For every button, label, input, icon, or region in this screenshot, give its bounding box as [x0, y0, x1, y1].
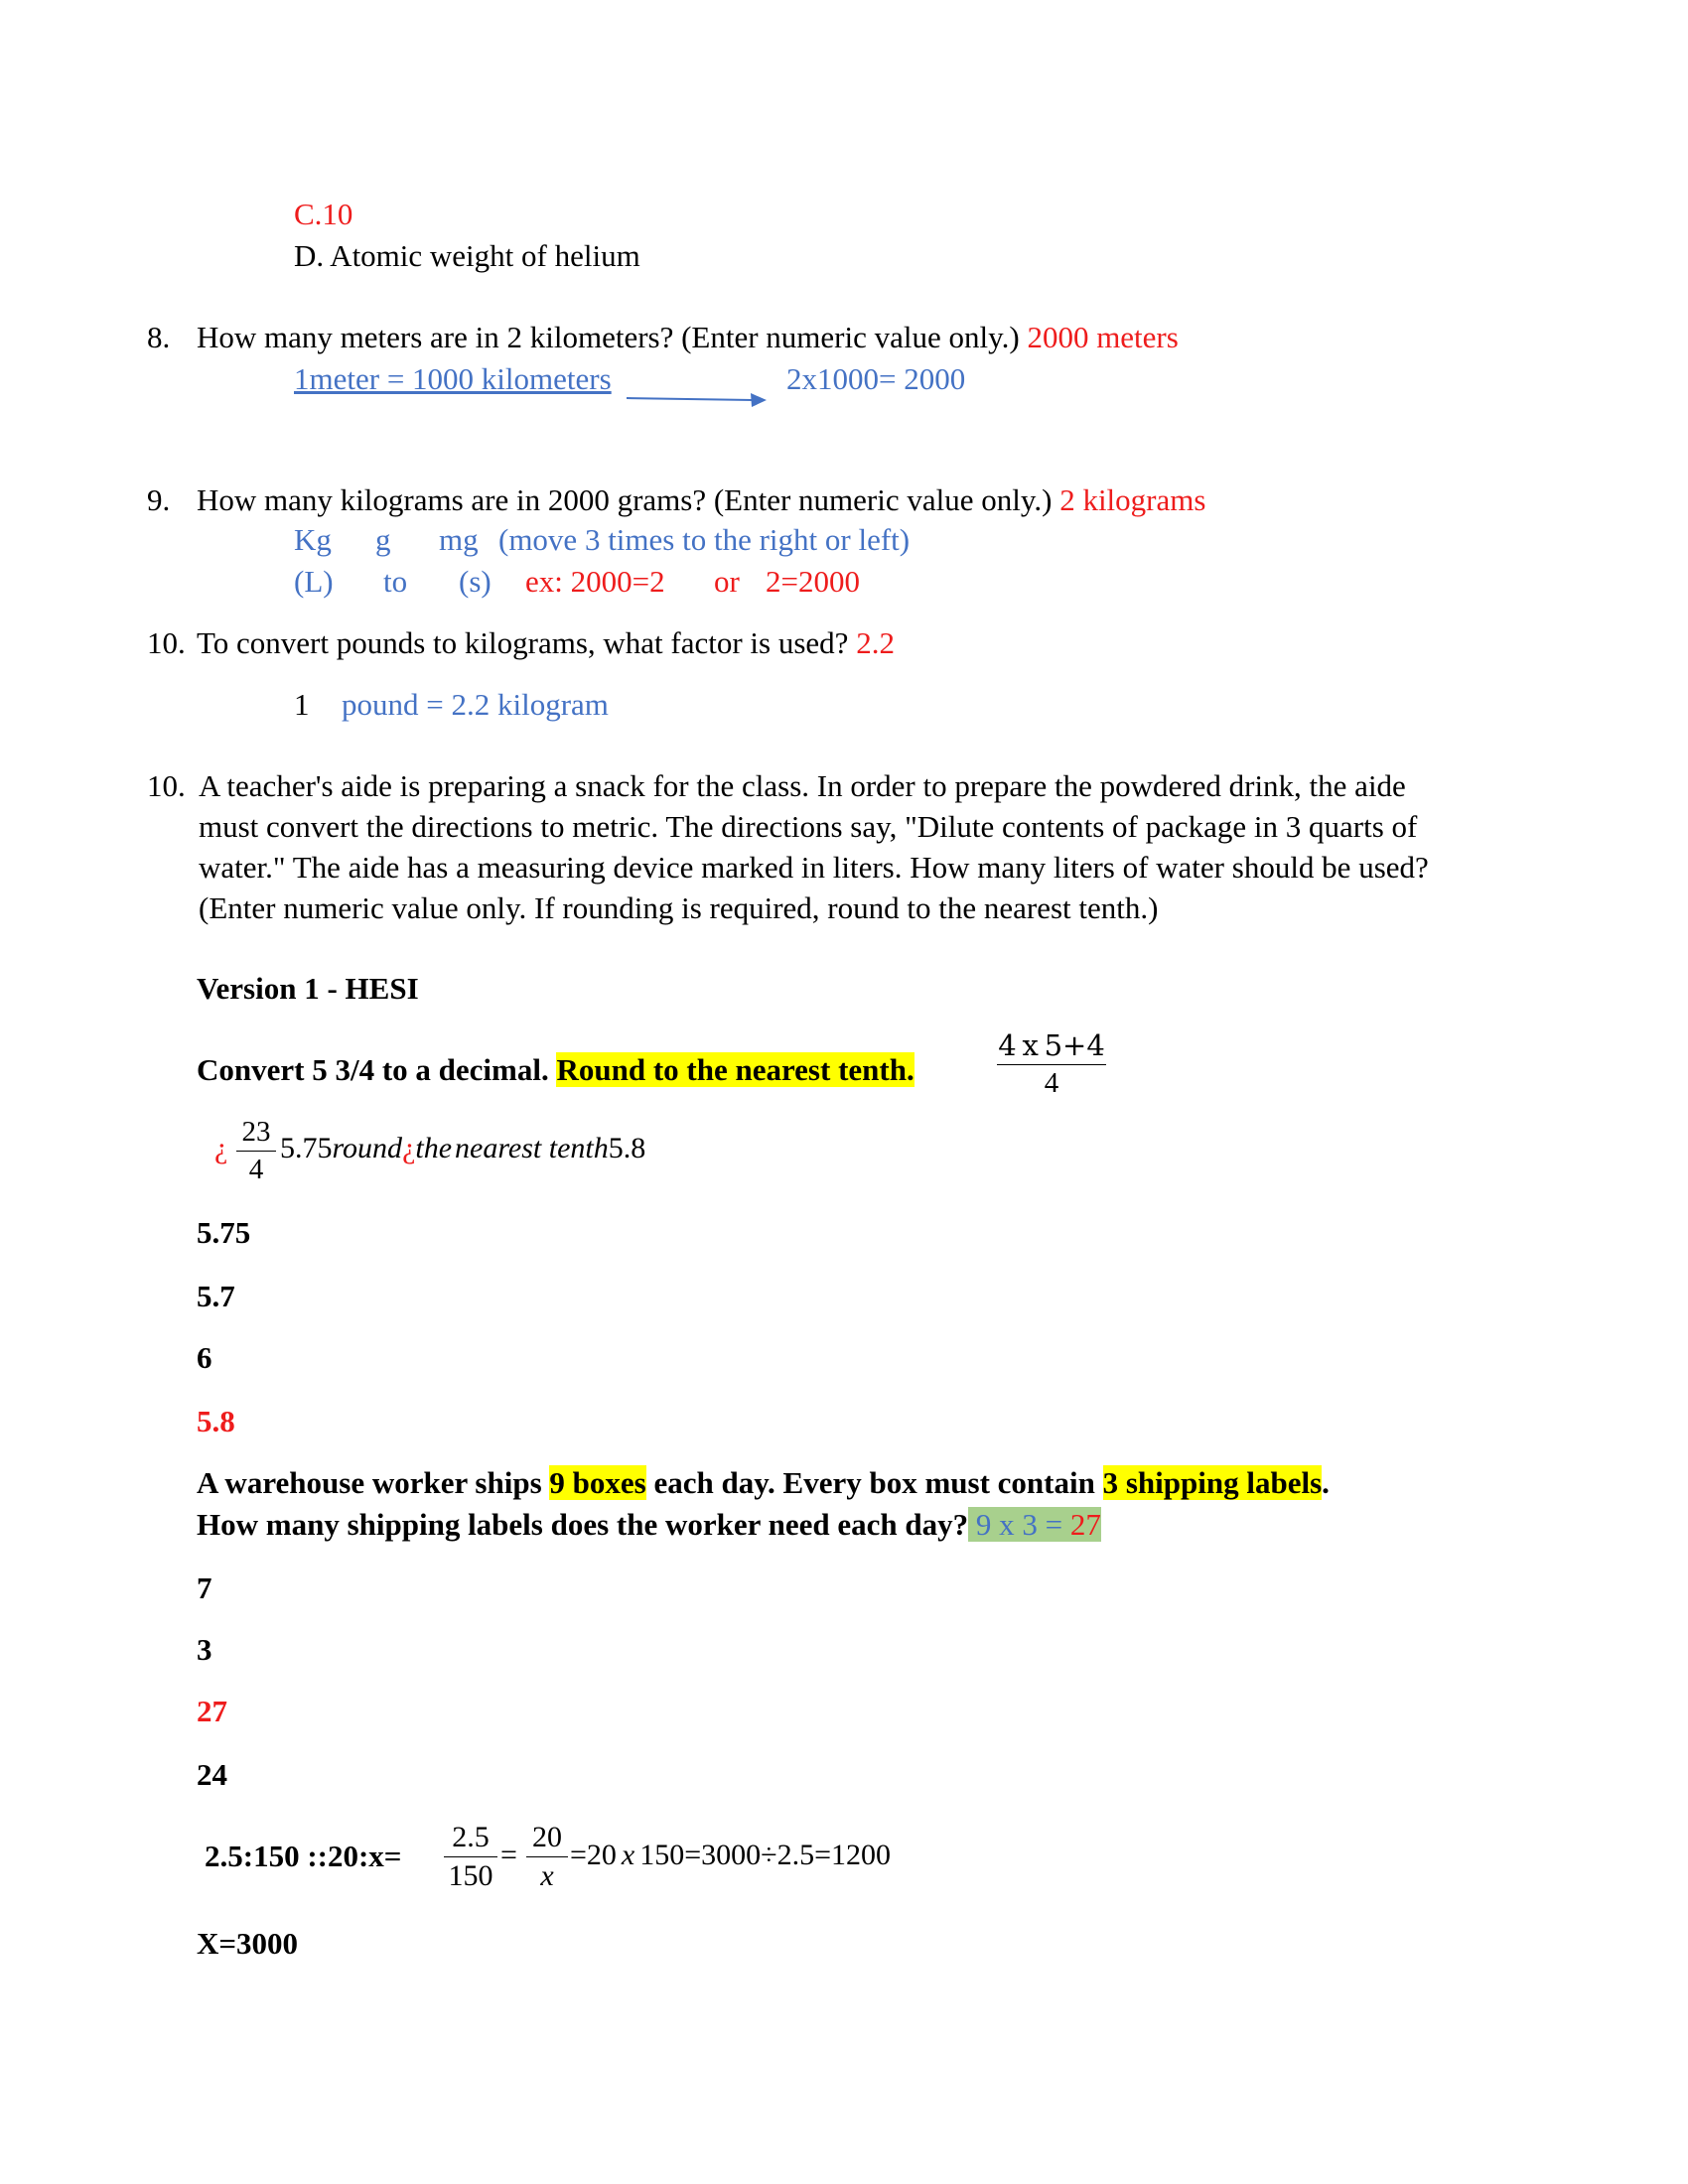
convert-work-the: the	[415, 1132, 453, 1164]
ratio-rest-b: 150=3000÷2.5=1200	[639, 1839, 892, 1871]
convert-formula-numerator: 4 x 5+4	[998, 1028, 1105, 1062]
convert-work-mark: ¿	[214, 1132, 228, 1164]
q9-or: or	[714, 564, 740, 599]
q9-example: ex: 2000=2	[525, 564, 665, 599]
fraction-bar	[444, 1856, 497, 1857]
q9-small-label: (s)	[459, 564, 492, 599]
warehouse-calc-answer: 27	[1069, 1507, 1101, 1542]
warehouse-highlight-2: 3 shipping labels	[1102, 1465, 1323, 1500]
convert-option-1: 5.75	[197, 1215, 251, 1250]
ratio-fraction-2-numerator: 20	[532, 1821, 562, 1853]
q8-question-text: How many meters are in 2 kilometers? (Enter numeric value only.)	[197, 320, 1020, 354]
convert-work-nearest: nearest tenth	[455, 1132, 609, 1164]
q7-option-d: D. Atomic weight of helium	[294, 238, 640, 273]
q10a-note-one: 1	[294, 687, 310, 722]
convert-answer: 5.8	[197, 1404, 235, 1438]
ratio-result: X=3000	[197, 1926, 299, 1961]
ratio-rest-x: x	[621, 1839, 635, 1871]
warehouse-text-4: How many shipping labels does the worker need each day?	[197, 1507, 969, 1542]
q10a-answer: 2.2	[856, 625, 895, 660]
fraction-bar	[526, 1856, 568, 1857]
q7-option-c: C.10	[294, 197, 353, 231]
q9-answer: 2 kilograms	[1059, 482, 1206, 517]
q9-move-note: (move 3 times to the right or left)	[498, 522, 911, 557]
warehouse-option-1: 7	[197, 1570, 212, 1605]
convert-question	[197, 1052, 914, 1088]
convert-option-2: 5.7	[197, 1279, 235, 1313]
q9-unit-mg: mg	[439, 522, 479, 557]
warehouse-calc-text: 9 x 3 =	[975, 1507, 1070, 1542]
warehouse-question-line-2	[197, 1507, 1101, 1543]
convert-work-mark-2: ¿	[402, 1132, 416, 1164]
right-arrow-icon	[626, 387, 770, 409]
warehouse-text-3: .	[1322, 1465, 1330, 1500]
fraction-bar	[997, 1064, 1106, 1065]
q9-large-label: (L)	[294, 564, 334, 599]
ratio-label: 2.5:150 ::20:x=	[205, 1839, 402, 1873]
convert-question-text: Convert 5 3/4 to a decimal.	[197, 1052, 549, 1087]
q9-question	[197, 482, 1205, 518]
ratio-rest	[570, 1839, 891, 1873]
version-heading: Version 1 - HESI	[197, 971, 419, 1006]
warehouse-question-line-1	[197, 1465, 1330, 1501]
convert-formula	[997, 1028, 1106, 1100]
fraction-bar	[236, 1151, 276, 1152]
ratio-fraction-2-denominator: x	[540, 1859, 554, 1892]
q8-note-right: 2x1000= 2000	[786, 361, 966, 396]
q9-unit-g: g	[375, 522, 391, 557]
q9-example-2: 2=2000	[766, 564, 860, 599]
warehouse-calc	[968, 1507, 1101, 1542]
convert-work-denominator: 4	[248, 1154, 264, 1185]
convert-work-result: 5.8	[608, 1132, 646, 1164]
ratio-fraction-2	[526, 1821, 568, 1893]
convert-option-3: 6	[197, 1340, 212, 1375]
q9-question-text: How many kilograms are in 2000 grams? (Enter numeric value only.)	[197, 482, 1053, 517]
q8-note-left-text: 1meter = 1000 kilometers	[294, 361, 612, 396]
q8-note-left	[294, 361, 612, 397]
q10b-question: A teacher's aide is preparing a snack for the class. In order to prepare the powdered drink, the aide must convert the directions to metric. The directions say, "Dilute contents of package in 3 quarts of water." The aide has a measuring device marked in liters. How many liters of water should be used? (Enter numeric value only. If rounding is required, round to the nearest tenth.)	[199, 768, 1429, 925]
q9-unit-kg: Kg	[294, 522, 332, 557]
ratio-fraction-1-numerator: 2.5	[452, 1821, 490, 1853]
warehouse-text-1: A warehouse worker ships	[197, 1465, 542, 1500]
q10a-question-text: To convert pounds to kilograms, what factor is used?	[197, 625, 849, 660]
warehouse-option-2: 3	[197, 1632, 212, 1667]
ratio-equals: =	[500, 1839, 517, 1871]
ratio-rest-a: =20	[570, 1839, 617, 1871]
q10b-number: 10.	[147, 768, 186, 803]
convert-question-highlight: Round to the nearest tenth.	[556, 1052, 914, 1087]
q9-to-label: to	[383, 564, 408, 599]
q8-question	[197, 320, 1179, 355]
q10a-number: 10.	[147, 625, 186, 660]
convert-work-round: round	[332, 1132, 403, 1164]
convert-work-line	[280, 1132, 645, 1166]
q8-number: 8.	[147, 320, 171, 354]
q10a-question	[197, 625, 895, 661]
q9-number: 9.	[147, 482, 171, 517]
warehouse-text-2: each day. Every box must contain	[653, 1465, 1095, 1500]
convert-work-numerator: 23	[241, 1116, 271, 1148]
q8-answer: 2000 meters	[1027, 320, 1179, 354]
ratio-fraction-1-denominator: 150	[448, 1859, 493, 1892]
warehouse-highlight-1: 9 boxes	[549, 1465, 646, 1500]
convert-work-fraction	[236, 1116, 276, 1186]
q10a-note: pound = 2.2 kilogram	[342, 687, 609, 722]
convert-formula-denominator: 4	[1044, 1067, 1059, 1099]
warehouse-answer: 27	[197, 1694, 227, 1728]
ratio-fraction-1	[444, 1821, 497, 1893]
convert-work-decimal: 5.75	[280, 1132, 333, 1164]
warehouse-option-4: 24	[197, 1757, 227, 1792]
